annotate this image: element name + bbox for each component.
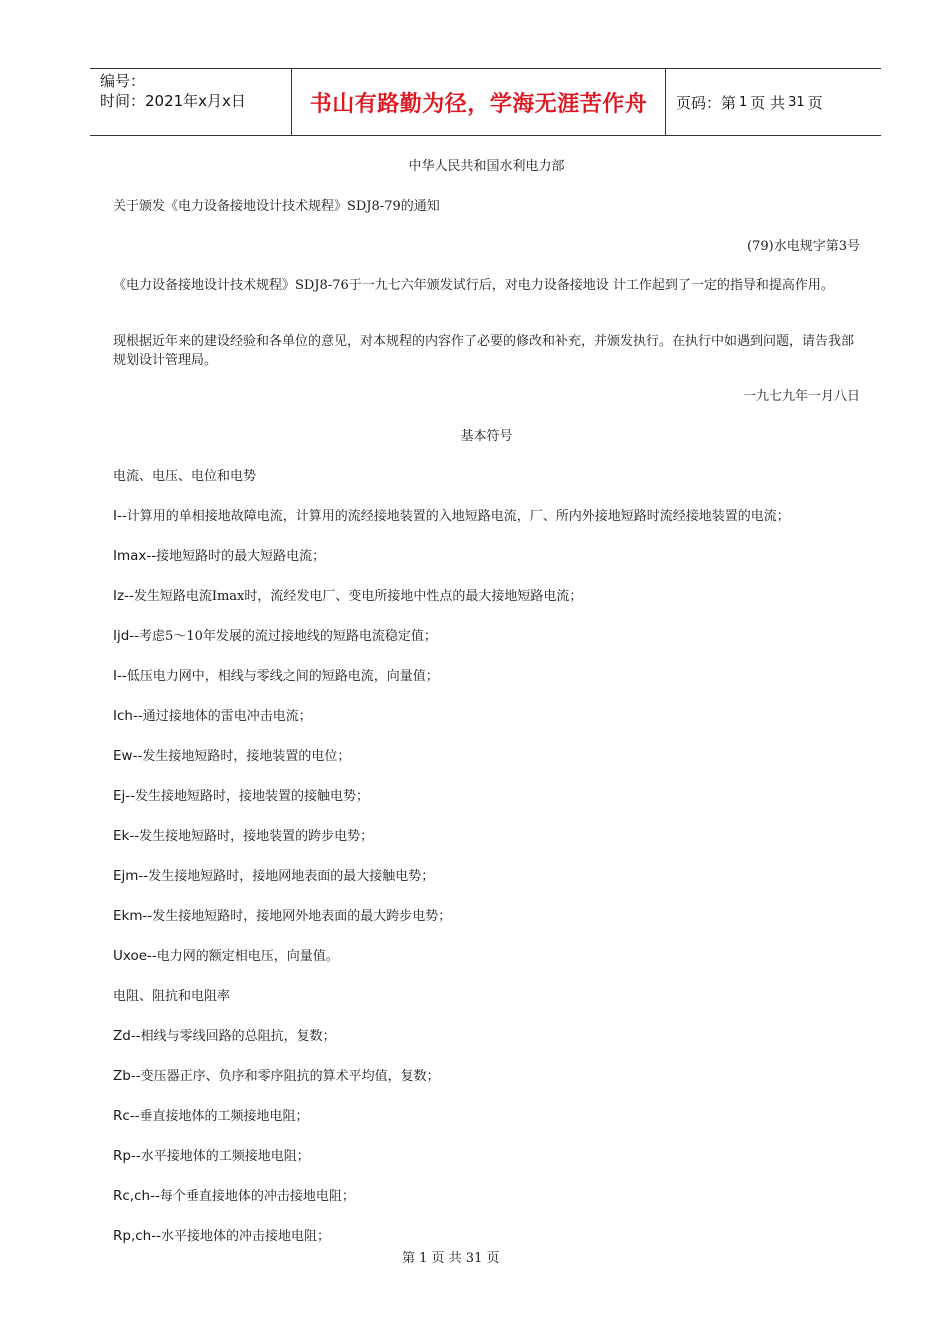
page-total: 31 (788, 94, 805, 110)
symbol-entry (113, 1027, 860, 1046)
page-label-prefix: 页码：第 (676, 93, 737, 112)
symbol-description: 计算用的单相接地故障电流，计算用的流经接地装置的入地短路电流，厂、所内外接地短路时流经接地装置的电流； (126, 509, 790, 524)
symbol-description: 相线与零线回路的总阻抗，复数； (140, 1029, 336, 1044)
symbol-description: 水平接地体的冲击接地电阻； (160, 1229, 330, 1244)
symbol-entry (113, 707, 860, 726)
symbol-code: Rp-- (113, 1148, 141, 1164)
group-title-current: 电流、电压、电位和电势 (113, 469, 257, 484)
document-number: (79)水电规字第3号 (747, 239, 860, 254)
header-meta (90, 69, 292, 135)
symbol-entry (113, 667, 860, 686)
symbol-code: Ew-- (113, 748, 143, 764)
symbol-entry (113, 747, 860, 766)
symbol-code: Ich-- (113, 708, 143, 724)
symbol-code: Rc,ch-- (113, 1188, 160, 1204)
symbol-description: 发生接地短路时，接地网外地表面的最大跨步电势； (152, 909, 452, 924)
symbol-entry (113, 787, 860, 806)
symbol-code: Rp,ch-- (113, 1228, 161, 1244)
notice-title: 关于颁发《电力设备接地设计技术规程》SDJ8-79的通知 (113, 199, 440, 214)
symbol-entry (113, 1067, 860, 1086)
section-title: 基本符号 (460, 429, 513, 444)
symbol-entry (113, 1147, 860, 1166)
symbol-entry (113, 827, 860, 846)
symbol-code: Iz-- (113, 588, 134, 604)
symbol-description: 低压电力网中，相线与零线之间的短路电流，向量值； (126, 669, 439, 684)
symbol-description: 发生短路电流Imax时，流经发电厂、变电所接地中性点的最大接地短路电流； (133, 589, 583, 604)
symbol-code: Ek-- (113, 828, 140, 844)
page-footer: 第 1 页 共 31 页 (402, 1251, 500, 1266)
symbol-entry (113, 907, 860, 926)
symbol-code: Rc-- (113, 1108, 140, 1124)
symbol-code: Zb-- (113, 1068, 141, 1084)
symbol-code: Ijd-- (113, 628, 140, 644)
page-label-suffix: 页 (807, 93, 823, 112)
symbol-description: 每个垂直接地体的冲击接地电阻； (159, 1189, 355, 1204)
symbol-entry (113, 507, 860, 526)
symbol-description: 发生接地短路时，接地装置的接触电势； (135, 789, 370, 804)
symbol-description: 变压器正序、负序和零序阻抗的算术平均值，复数； (140, 1069, 440, 1084)
symbol-entry (113, 1187, 860, 1206)
group-title-resistance: 电阻、阻抗和电阻率 (113, 989, 231, 1004)
symbol-code: Ekm-- (113, 908, 153, 924)
symbol-entry (113, 1107, 860, 1126)
symbol-description: 考虑5～10年发展的流过接地线的短路电流稳定值； (139, 629, 437, 644)
symbol-entry (113, 547, 860, 566)
symbol-description: 电力网的额定相电压，向量值。 (156, 949, 339, 964)
header-page-info (666, 69, 881, 135)
code-label: 编号： (100, 72, 146, 90)
symbol-entry (113, 1227, 860, 1246)
symbol-entry (113, 627, 860, 646)
symbol-code: I-- (113, 668, 127, 684)
symbol-code: I-- (113, 508, 127, 524)
page-label-mid: 页 共 (750, 93, 786, 112)
symbol-description: 发生接地短路时，接地网地表面的最大接触电势； (148, 869, 435, 884)
document-header (90, 68, 881, 136)
symbol-entry (113, 947, 860, 966)
symbol-code: Zd-- (113, 1028, 141, 1044)
page-number: 1 (739, 94, 748, 110)
header-motto: 书山有路勤为径，学海无涯苦作舟 (292, 69, 666, 135)
time-label: 时间：2021年x月x日 (100, 92, 246, 110)
issue-date: 一九七九年一月八日 (742, 389, 860, 404)
symbol-code: Uxoe-- (113, 948, 157, 964)
symbol-description: 通过接地体的雷电冲击电流； (142, 709, 312, 724)
symbol-code: Ejm-- (113, 868, 149, 884)
symbol-code: Imax-- (113, 548, 157, 564)
symbol-description: 接地短路时的最大短路电流； (156, 549, 326, 564)
symbol-entry (113, 587, 860, 606)
ministry-heading: 中华人民共和国水利电力部 (408, 159, 565, 174)
paragraph-2: 现根据近年来的建设经验和各单位的意见，对本规程的内容作了必要的修改和补充，并颁发执行。在执行中如遇到问题，请告我部规划设计管理局。 (113, 334, 855, 368)
symbol-description: 垂直接地体的工频接地电阻； (139, 1109, 309, 1124)
symbol-description: 发生接地短路时，接地装置的跨步电势； (139, 829, 374, 844)
symbol-entry (113, 867, 860, 886)
paragraph-1: 《电力设备接地设计技术规程》SDJ8-76于一九七六年颁发试行后，对电力设备接地设 计工作起到了一定的指导和提高作用。 (113, 278, 834, 293)
symbol-code: Ej-- (113, 788, 136, 804)
symbol-description: 水平接地体的工频接地电阻； (140, 1149, 310, 1164)
symbol-description: 发生接地短路时，接地装置的电位； (142, 749, 351, 764)
